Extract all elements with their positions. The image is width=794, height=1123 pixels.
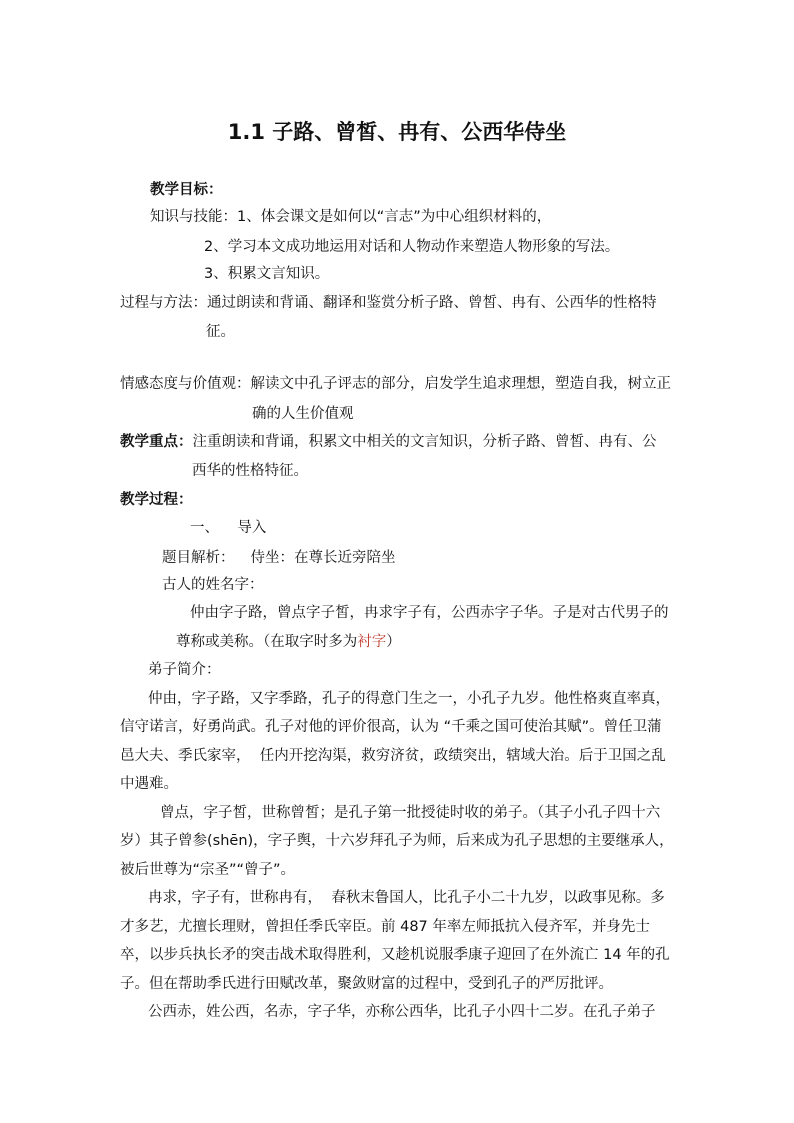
knowledge-line-1 bbox=[150, 207, 551, 227]
key-points-line-1 bbox=[120, 432, 657, 452]
names-text: 尊称或美称。（在取字时多为 bbox=[176, 634, 358, 650]
emotion-text: 解读文中孔子评志的部分，启发学生追求理想，塑造自我，树立正 bbox=[250, 376, 671, 392]
knowledge-item: 2、学习本文成功地运用对话和人物动作来塑造人物形象的写法。 bbox=[204, 239, 620, 255]
emotion-line-2: 确的人生价值观 bbox=[252, 406, 354, 422]
ranyou-line: 冉求，字子有，世称冉有， 春秋末鲁国人，比孔子小二十九岁，以政事见称。多 bbox=[148, 890, 665, 906]
ranyou-line: 子。但在帮助季氏进行田赋改革，聚敛财富的过程中，受到孔子的严厉批评。 bbox=[120, 976, 613, 992]
names-line-2 bbox=[176, 632, 401, 652]
section-intro: 一、 导入 bbox=[190, 520, 267, 536]
knowledge-item: 3、积累文言知识。 bbox=[204, 266, 330, 282]
knowledge-label: 知识与技能： bbox=[150, 209, 237, 225]
names-close: ） bbox=[386, 634, 401, 650]
teaching-process-heading: 教学过程： bbox=[120, 492, 193, 508]
title-analysis-label: 题目解析： bbox=[162, 550, 235, 566]
zilu-line: 邑大夫、季氏家宰， 任内开挖沟渠，救穷济贫，政绩突出，辖域大治。后于卫国之乱 bbox=[120, 748, 666, 764]
key-points-text: 注重朗读和背诵，积累文中相关的文言知识，分析子路、曾皙、冉有、公 bbox=[192, 434, 657, 450]
names-line-1: 仲由字子路，曾点字子皙，冉求字子有，公西赤字子华。子是对古代男子的 bbox=[190, 605, 669, 621]
gongxihua-line: 公西赤，姓公西，名赤，字子华，亦称公西华，比孔子小四十二岁。在孔子弟子 bbox=[148, 1004, 656, 1020]
ranyou-line: 卒，以步兵执长矛的突击战术取得胜利，又趁机说服季康子迎回了在外流亡 14 年的孔 bbox=[120, 947, 670, 963]
highlight-term: 衬字 bbox=[357, 634, 387, 650]
zilu-line: 仲由，字子路，又字季路，孔子的得意门生之一，小孔子九岁。他性格爽直率真， bbox=[148, 691, 670, 707]
process-method-label: 过程与方法： bbox=[120, 295, 207, 311]
emotion-line-1 bbox=[120, 374, 671, 394]
process-method-text: 通过朗读和背诵、翻译和鉴赏分析子路、曾皙、冉有、公西华的性格特 bbox=[207, 295, 657, 311]
zilu-line: 信守诺言，好勇尚武。孔子对他的评价很高，认为 “千乘之国可使治其赋”。曾任卫蒲 bbox=[120, 719, 662, 735]
objectives-heading: 教学目标： bbox=[150, 182, 223, 198]
ranyou-line: 才多艺，尤擅长理财，曾担任季氏宰臣。前 487 年率左师抵抗入侵齐军，并身先士 bbox=[120, 919, 650, 935]
title-analysis-text: 侍坐：在尊长近旁陪坐 bbox=[250, 550, 396, 566]
zilu-line: 中遇难。 bbox=[120, 776, 178, 792]
emotion-label: 情感态度与价值观： bbox=[120, 376, 251, 392]
names-heading: 古人的姓名字： bbox=[162, 577, 264, 593]
key-points-line-2: 西华的性格特征。 bbox=[192, 463, 308, 479]
process-method-line-2: 征。 bbox=[206, 324, 235, 340]
disciples-heading: 弟子简介： bbox=[148, 662, 221, 678]
zengxi-line: 岁）其子曾参(shēn)，字子舆，十六岁拜孔子为师，后来成为孔子思想的主要继承人， bbox=[120, 833, 674, 849]
zengxi-line: 曾点，字子皙，世称曾皙；是孔子第一批授徒时收的弟子。（其子小孔子四十六 bbox=[160, 805, 661, 821]
page-title: 1.1 子路、曾皙、冉有、公西华侍坐 bbox=[227, 120, 567, 144]
key-points-label: 教学重点： bbox=[120, 434, 193, 450]
knowledge-item: 1、体会课文是如何以“言志”为中心组织材料的， bbox=[237, 209, 552, 225]
zengxi-line: 被后世尊为“宗圣”“曾子”。 bbox=[120, 862, 296, 878]
title-analysis bbox=[162, 548, 396, 568]
process-method-line-1 bbox=[120, 293, 657, 313]
